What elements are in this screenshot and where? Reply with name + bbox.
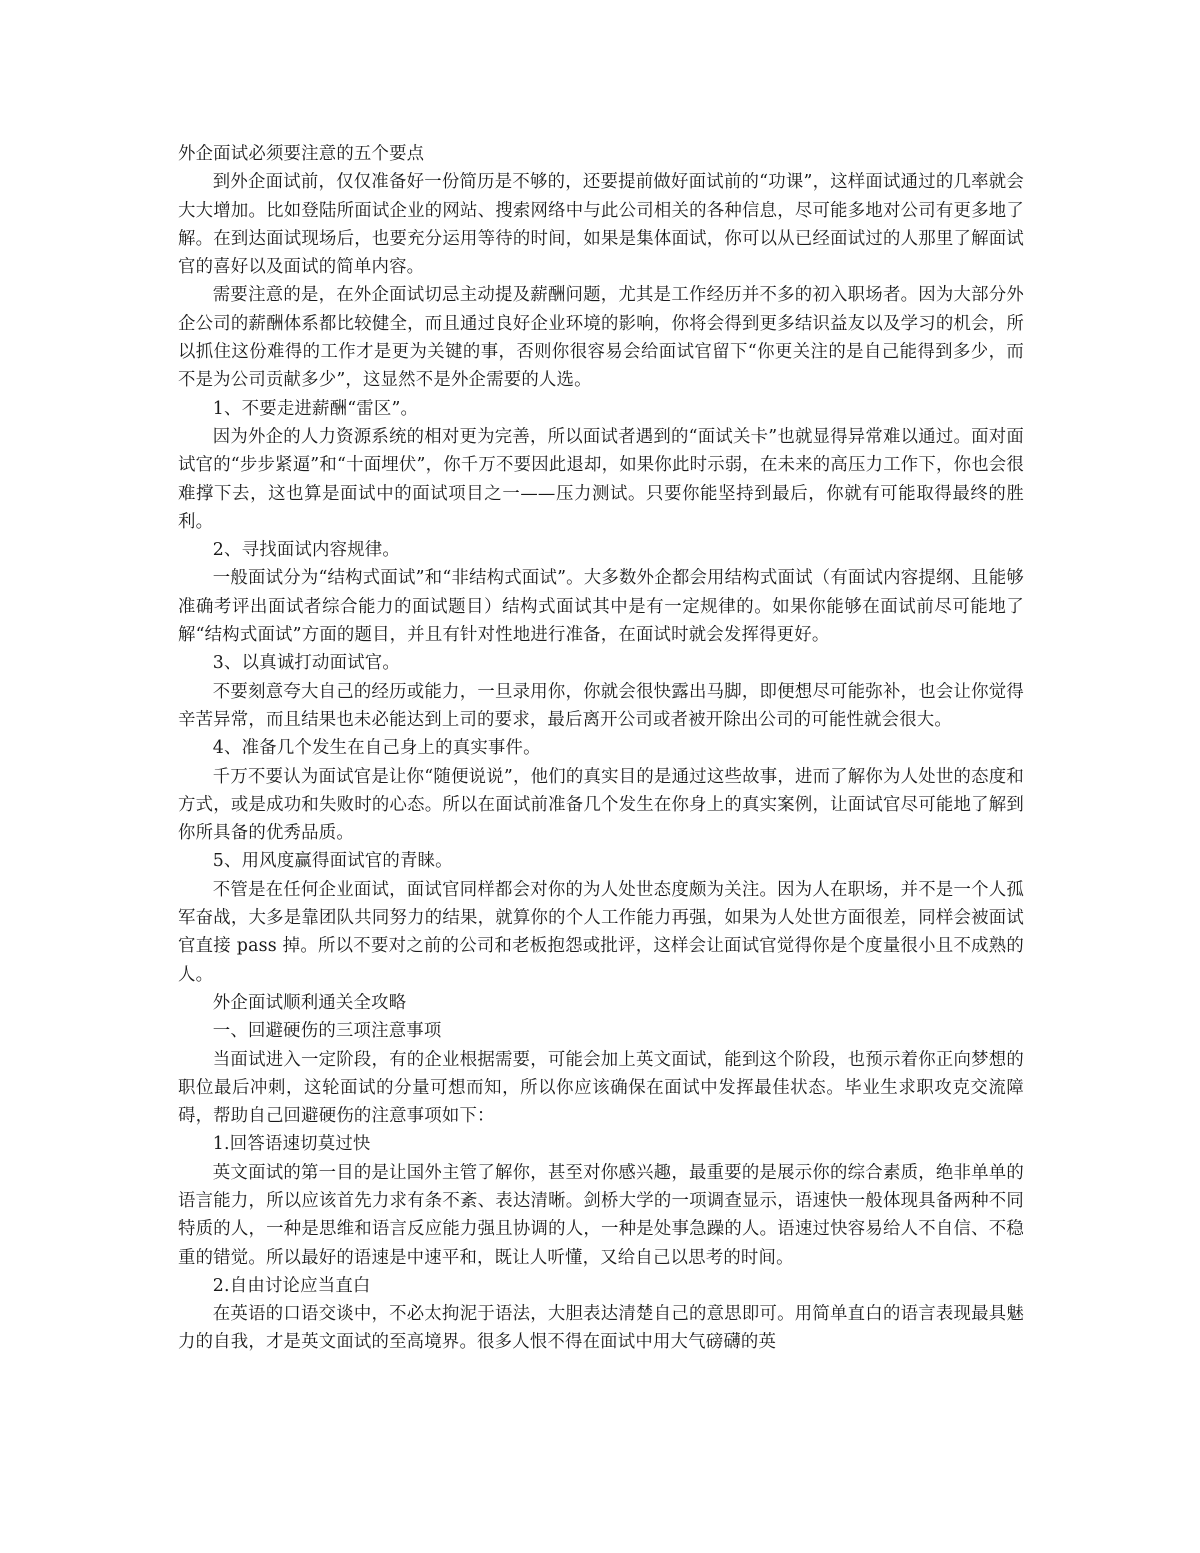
section-heading: 4、准备几个发生在自己身上的真实事件。 — [212, 738, 541, 759]
section-heading: 1.回答语速切莫过快 — [212, 1134, 371, 1155]
paragraph: 不管是在任何企业面试，面试官同样都会对你的为人处世态度颇为关注。因为人在职场，并不是一个人孤军奋战，大多是靠团队共同努力的结果，就算你的个人工作能力再强，如果为人处世方面很差，同样会被面试官直接 pass 掉。所以不要对之前的公司和老板抱怨或批评，这样会让面试官觉得你是个度量很小且不成熟的人。 — [178, 879, 1024, 985]
paragraph: 当面试进入一定阶段，有的企业根据需要，可能会加上英文面试，能到这个阶段，也预示着你正向梦想的职位最后冲刺，这轮面试的分量可想而知，所以你应该确保在面试中发挥最佳状态。毕业生求职攻克交流障碍，帮助自己回避硬伤的注意事项如下： — [178, 1049, 1024, 1127]
section-heading: 一、回避硬伤的三项注意事项 — [212, 1021, 442, 1042]
article-subtitle: 外企面试顺利通关全攻略 — [212, 992, 407, 1013]
paragraph: 一般面试分为“结构式面试”和“非结构式面试”。大多数外企都会用结构式面试（有面试内容提纲、且能够准确考评出面试者综合能力的面试题目）结构式面试其中是有一定规律的。如果你能够在面试前尽可能地了解“结构式面试”方面的题目，并且有针对性地进行准备，在面试时就会发挥得更好。 — [178, 568, 1024, 646]
document-title: 外企面试必须要注意的五个要点 — [178, 144, 425, 164]
section-heading: 1、不要走进薪酬“雷区”。 — [212, 398, 419, 419]
paragraph: 英文面试的第一目的是让国外主管了解你，甚至对你感兴趣，最重要的是展示你的综合素质，绝非单单的语言能力，所以应该首先力求有条不紊、表达清晰。剑桥大学的一项调查显示，语速快一般体现具备两种不同特质的人，一种是思维和语言反应能力强且协调的人，一种是处事急躁的人。语速过快容易给人不自信、不稳重的错觉。所以最好的语速是中速平和，既让人听懂，又给自己以思考的时间。 — [178, 1162, 1024, 1268]
paragraph: 在英语的口语交谈中，不必太拘泥于语法，大胆表达清楚自己的意思即可。用简单直白的语言表现最具魅力的自我，才是英文面试的至高境界。很多人恨不得在面试中用大气磅礴的英 — [178, 1304, 1024, 1353]
document-page — [178, 140, 1024, 1357]
paragraph: 到外企面试前，仅仅准备好一份简历是不够的，还要提前做好面试前的“功课”，这样面试通过的几率就会大大增加。比如登陆所面试企业的网站、搜索网络中与此公司相关的各种信息，尽可能多地对公司有更多地了解。在到达面试现场后，也要充分运用等待的时间，如果是集体面试，你可以从已经面试过的人那里了解面试官的喜好以及面试的简单内容。 — [178, 172, 1024, 278]
section-heading: 5、用风度赢得面试官的青睐。 — [212, 851, 453, 872]
section-heading: 2.自由讨论应当直白 — [212, 1275, 371, 1296]
section-heading: 2、寻找面试内容规律。 — [212, 540, 400, 561]
paragraph: 需要注意的是，在外企面试切忌主动提及薪酬问题，尤其是工作经历并不多的初入职场者。因为大部分外企公司的薪酬体系都比较健全，而且通过良好企业环境的影响，你将会得到更多结识益友以及学习的机会，所以抓住这份难得的工作才是更为关键的事，否则你很容易会给面试官留下“你更关注的是自己能得到多少，而不是为公司贡献多少”，这显然不是外企需要的人选。 — [178, 285, 1024, 391]
paragraph: 千万不要认为面试官是让你“随便说说”，他们的真实目的是通过这些故事，进而了解你为人处世的态度和方式，或是成功和失败时的心态。所以在面试前准备几个发生在你身上的真实案例，让面试官尽可能地了解到你所具备的优秀品质。 — [178, 766, 1024, 844]
paragraph: 因为外企的人力资源系统的相对更为完善，所以面试者遇到的“面试关卡”也就显得异常难以通过。面对面试官的“步步紧逼”和“十面埋伏”，你千万不要因此退却，如果你此时示弱，在未来的高压力工作下，你也会很难撑下去，这也算是面试中的面试项目之一——压力测试。只要你能坚持到最后，你就有可能取得最终的胜利。 — [178, 426, 1024, 532]
section-heading: 3、以真诚打动面试官。 — [212, 653, 400, 674]
paragraph: 不要刻意夸大自己的经历或能力，一旦录用你，你就会很快露出马脚，即便想尽可能弥补，也会让你觉得辛苦异常，而且结果也未必能达到上司的要求，最后离开公司或者被开除出公司的可能性就会很大。 — [178, 681, 1024, 730]
